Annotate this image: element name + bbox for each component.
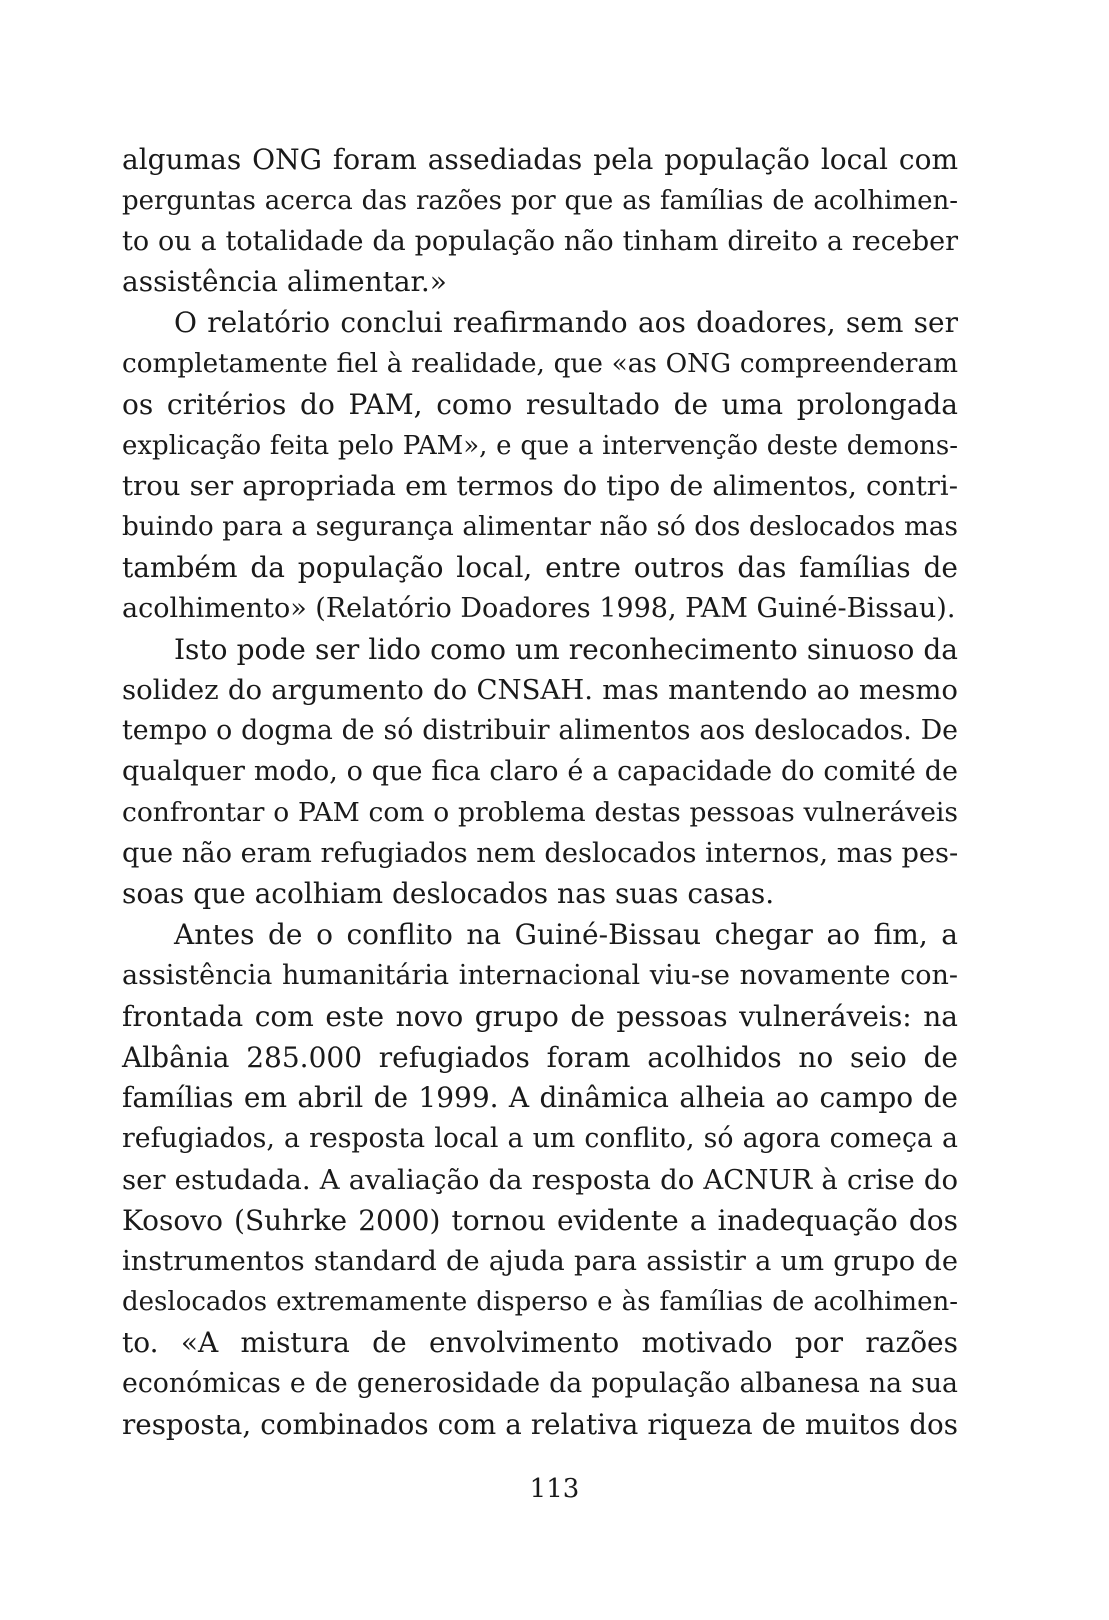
- text-line: buindo para a segurança alimentar não só dos deslocados mas: [122, 512, 958, 543]
- text-line: algumas ONG foram assediadas pela população local com: [122, 143, 958, 176]
- text-line: os critérios do PAM, como resultado de uma prolongada: [122, 387, 958, 421]
- text-line: resposta, combinados com a relativa riqueza de muitos dos: [122, 1407, 958, 1441]
- paragraph-start: Antes de o conflito na Guiné-Bissau chegar ao fim, a: [174, 918, 958, 952]
- text-line: to. «A mistura de envolvimento motivado por razões: [122, 1326, 958, 1360]
- text-line: assistência humanitária internacional viu-se novamente con-: [122, 959, 958, 991]
- text-line: refugiados, a resposta local a um conflito, só agora começa a: [122, 1123, 958, 1155]
- text-line: instrumentos standard de ajuda para assistir a um grupo de: [122, 1245, 958, 1277]
- text-line: acolhimento» (Relatório Doadores 1998, PAM Guiné-Bissau).: [122, 592, 956, 624]
- text-line: explicação feita pelo PAM», e que a intervenção deste demons-: [122, 430, 958, 461]
- text-line: tempo o dogma de só distribuir alimentos aos deslocados. De: [122, 715, 958, 747]
- text-line: soas que acolhiam deslocados nas suas casas.: [122, 877, 775, 911]
- text-line: solidez do argumento do CNSAH. mas mantendo ao mesmo: [122, 674, 958, 707]
- page-number: 113: [529, 1474, 580, 1504]
- text-line: deslocados extremamente disperso e às famílias de acolhimen-: [122, 1287, 958, 1318]
- text-line: perguntas acerca das razões por que as famílias de acolhimen-: [122, 185, 958, 216]
- text-line: assistência alimentar.»: [122, 265, 447, 299]
- text-line: completamente fiel à realidade, que «as ONG compreenderam: [122, 348, 958, 379]
- text-line: trou ser apropriada em termos do tipo de alimentos, contri-: [122, 470, 958, 503]
- text-line: frontada com este novo grupo de pessoas vulneráveis: na: [122, 999, 958, 1033]
- paragraph-start: Isto pode ser lido como um reconhecimento sinuoso da: [174, 632, 958, 666]
- text-line: que não eram refugiados nem deslocados internos, mas pes-: [122, 837, 959, 869]
- text-line: ser estudada. A avaliação da resposta do ACNUR à crise do: [122, 1163, 958, 1196]
- text-line: qualquer modo, o que fica claro é a capacidade do comité de: [122, 755, 958, 787]
- text-line: to ou a totalidade da população não tinham direito a receber: [122, 225, 958, 257]
- text-line: Albânia 285.000 refugiados foram acolhidos no seio de: [122, 1040, 958, 1074]
- paragraph-start: O relatório conclui reafirmando aos doadores, sem ser: [174, 306, 958, 340]
- text-line: Kosovo (Suhrke 2000) tornou evidente a inadequação dos: [122, 1203, 958, 1237]
- text-line: famílias em abril de 1999. A dinâmica alheia ao campo de: [122, 1081, 958, 1115]
- body-text: [122, 140, 958, 1446]
- text-line: confrontar o PAM com o problema destas pessoas vulneráveis: [122, 796, 958, 828]
- text-line: também da população local, entre outros das famílias de: [122, 550, 958, 584]
- text-line: económicas e de generosidade da população albanesa na sua: [122, 1367, 958, 1399]
